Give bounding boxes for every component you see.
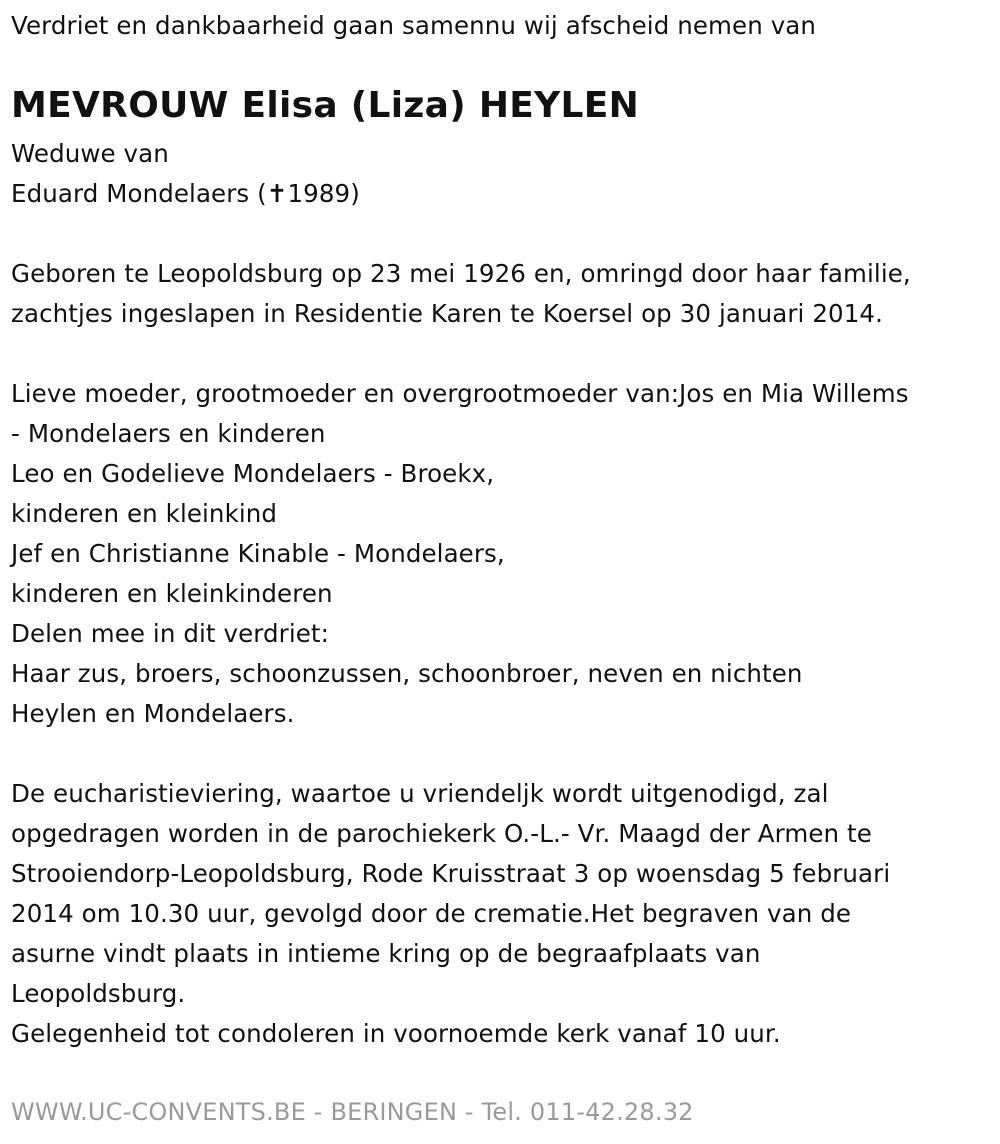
widow-block xyxy=(11,134,360,214)
family-line: Jef en Christianne Kinable - Mondelaers, xyxy=(11,539,505,568)
spouse-line: Eduard Mondelaers (✝1989) xyxy=(11,179,360,208)
death-line: zachtjes ingeslapen in Residentie Karen te Koersel op 30 januari 2014. xyxy=(11,299,883,328)
service-line: Leopoldsburg. xyxy=(11,979,186,1008)
family-line: kinderen en kleinkinderen xyxy=(11,579,333,608)
birth-death-block xyxy=(11,254,911,334)
family-line: Heylen en Mondelaers. xyxy=(11,699,295,728)
footer-credit: WWW.UC-CONVENTS.BE - BERINGEN - Tel. 011-42.28.32 xyxy=(11,1098,694,1126)
intro-text: Verdriet en dankbaarheid gaan samennu wij afscheid nemen van xyxy=(11,11,817,40)
deceased-name: MEVROUW Elisa (Liza) HEYLEN xyxy=(11,85,640,126)
service-line: Strooiendorp-Leopoldsburg, Rode Kruisstraat 3 op woensdag 5 februari xyxy=(11,859,891,888)
widow-line: Weduwe van xyxy=(11,139,169,168)
family-line: Leo en Godelieve Mondelaers - Broekx, xyxy=(11,459,495,488)
family-block xyxy=(11,374,909,734)
service-line: asurne vindt plaats in intieme kring op de begraafplaats van xyxy=(11,939,761,968)
service-line: De eucharistieviering, waartoe u vriendeljk wordt uitgenodigd, zal xyxy=(11,779,829,808)
service-line: opgedragen worden in de parochiekerk O.-L.- Vr. Maagd der Armen te xyxy=(11,819,872,848)
family-line: Haar zus, broers, schoonzussen, schoonbroer, neven en nichten xyxy=(11,659,803,688)
family-line: kinderen en kleinkind xyxy=(11,499,278,528)
family-line: Delen mee in dit verdriet: xyxy=(11,619,329,648)
service-block xyxy=(11,774,890,1054)
condolence-line: Gelegenheid tot condoleren in voornoemde kerk vanaf 10 uur. xyxy=(11,1019,781,1048)
family-line: - Mondelaers en kinderen xyxy=(11,419,326,448)
birth-line: Geboren te Leopoldsburg op 23 mei 1926 en, omringd door haar familie, xyxy=(11,259,911,288)
service-line: 2014 om 10.30 uur, gevolgd door de crematie.Het begraven van de xyxy=(11,899,852,928)
family-line: Lieve moeder, grootmoeder en overgrootmoeder van:Jos en Mia Willems xyxy=(11,379,909,408)
